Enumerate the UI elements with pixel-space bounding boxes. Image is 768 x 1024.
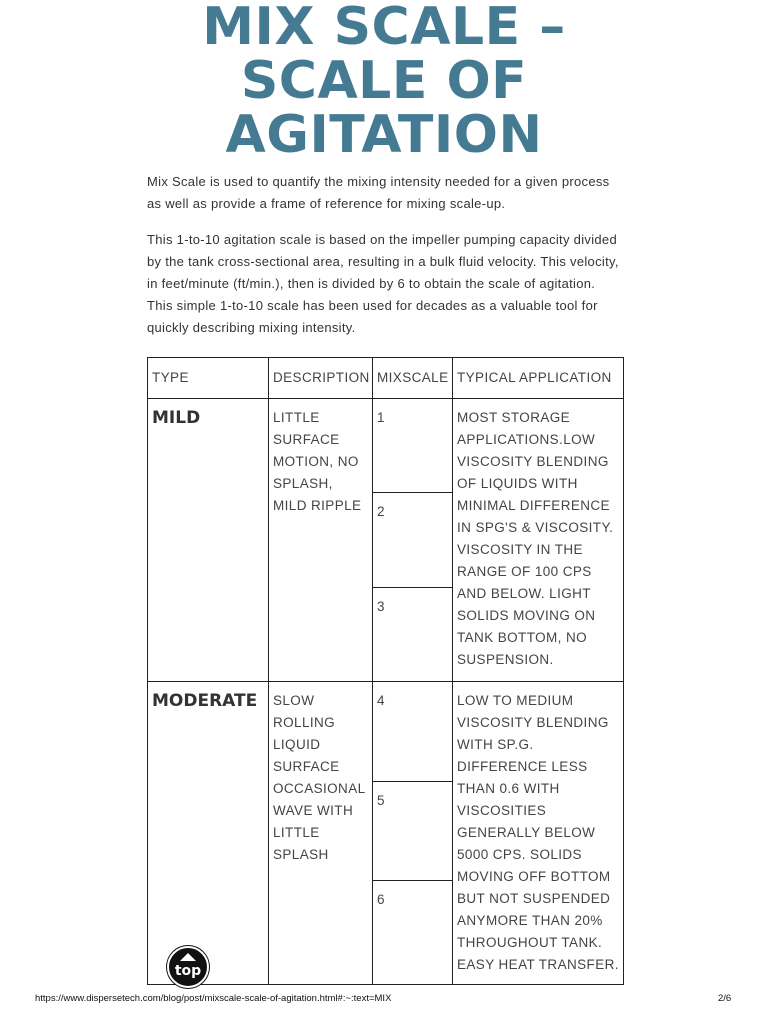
title-line: MIX SCALE – — [202, 0, 566, 57]
footer-url: https://www.dispersetech.com/blog/post/mixscale-scale-of-agitation.html#:~:text=MIX — [35, 993, 392, 1004]
table-row-mild — [148, 399, 624, 682]
header-description: DESCRIPTION — [269, 358, 373, 399]
title-line: SCALE OF — [240, 51, 528, 111]
header-application: TYPICAL APPLICATION — [453, 358, 624, 399]
table-row-moderate — [148, 682, 624, 985]
mix-scale-table — [147, 357, 624, 985]
scale-value: 5 — [373, 781, 452, 881]
arrow-up-icon — [180, 953, 196, 961]
scale-value: 2 — [373, 492, 452, 586]
row-description: SLOW ROLLING LIQUID SURFACE OCCASIONAL WAVE WITH LITTLE SPLASH — [269, 682, 373, 985]
scale-value: 1 — [377, 410, 385, 425]
back-to-top-label: top — [174, 963, 202, 979]
scale-explanation-paragraph: This 1-to-10 agitation scale is based on the impeller pumping capacity divided by the tank cross-sectional area, resulting in a bulk fluid velocity. This velocity, in feet/minute (ft/min.), then is divided by 6 to obtain the scale of agitation. This simple 1-to-10 scale has been used for decades as a valuable tool for quickly describing mixing intensity. — [147, 232, 619, 335]
row-scale-cell — [373, 682, 453, 985]
back-to-top-button[interactable] — [167, 946, 209, 988]
scale-value: 4 — [377, 693, 385, 708]
row-application: MOST STORAGE APPLICATIONS.LOW VISCOSITY BLENDING OF LIQUIDS WITH MINIMAL DIFFERENCE IN SPG'S & VISCOSITY. VISCOSITY IN THE RANGE OF 100 CPS AND BELOW. LIGHT SOLIDS MOVING ON TANK BOTTOM, NO SUSPENSION. — [453, 399, 624, 682]
intro-paragraph: Mix Scale is used to quantify the mixing intensity needed for a given process as well as provide a frame of reference for mixing scale-up. — [147, 174, 610, 211]
scale-value: 3 — [373, 587, 452, 681]
title-line: AGITATION — [225, 105, 543, 165]
header-type: TYPE — [148, 358, 269, 399]
scale-value: 6 — [373, 880, 452, 980]
row-application: LOW TO MEDIUM VISCOSITY BLENDING WITH SP.G. DIFFERENCE LESS THAN 0.6 WITH VISCOSITIES GENERALLY BELOW 5000 CPS. SOLIDS MOVING OFF BOTTOM BUT NOT SUSPENDED ANYMORE THAN 20% THROUGHOUT TANK. EASY HEAT TRANSFER. — [453, 682, 624, 985]
table-header-row — [148, 358, 624, 399]
row-type: MODERATE — [148, 682, 269, 985]
header-mixscale: MIXSCALE — [373, 358, 453, 399]
page-title — [0, 0, 768, 165]
row-scale-cell — [373, 399, 453, 682]
row-type: MILD — [148, 399, 269, 682]
page-number: 2/6 — [718, 993, 732, 1004]
row-description: LITTLE SURFACE MOTION, NO SPLASH, MILD RIPPLE — [269, 399, 373, 682]
